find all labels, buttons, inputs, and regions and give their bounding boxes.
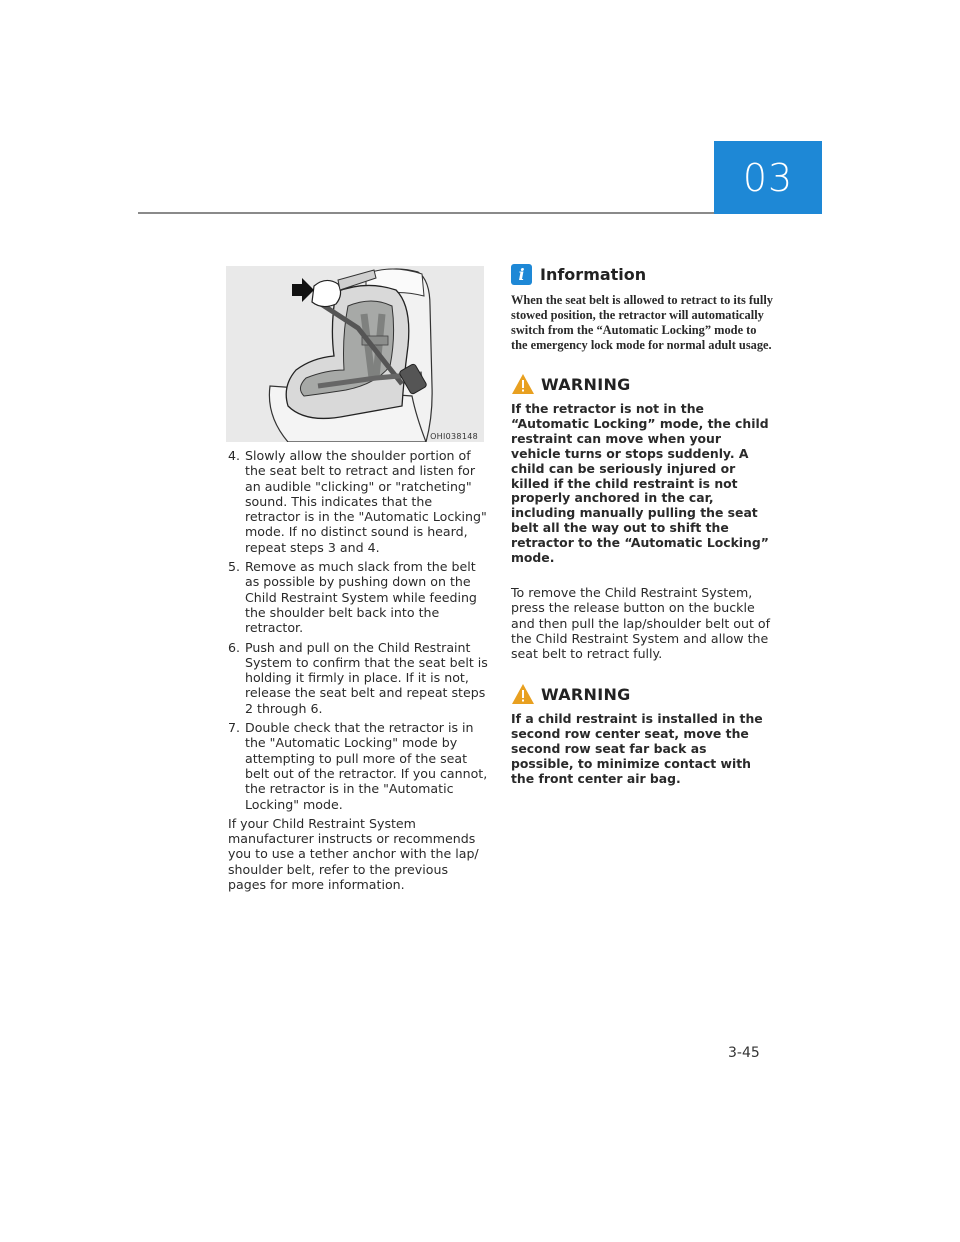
step-text: Remove as much slack from the belt as possible by pushing down on the Child Restraint System while feeding the shoulder belt back into the retractor.: [245, 559, 477, 636]
step-list: [228, 448, 490, 812]
step-number: 5.: [228, 559, 241, 575]
list-item: [228, 640, 490, 716]
page-number: 3-45: [728, 1045, 760, 1061]
warning-title: WARNING: [541, 684, 631, 704]
warning-title: WARNING: [541, 374, 631, 394]
chapter-tab: 03: [714, 141, 822, 214]
step-text: Double check that the retractor is in the "Automatic Locking" mode by attempting to pull more of the seat belt out of the retractor. If you cannot, the retractor is in the "Automatic Locking" mode.: [245, 720, 488, 812]
list-item: [228, 559, 490, 635]
step-text: Push and pull on the Child Restraint System to confirm that the seat belt is holding it firmly in place. If it is not, release the seat belt and repeat steps 2 through 6.: [245, 639, 488, 716]
list-item: [228, 448, 490, 555]
warning-header: [511, 681, 773, 707]
warning-icon: [511, 373, 535, 395]
step-text: Slowly allow the shoulder portion of the seat belt to retract and listen for an audible "clicking" or "ratcheting" sound. This indicates that the retractor is in the "Automatic Locking" mode. If no distinct sound is heard, repeat steps 3 and 4.: [245, 448, 487, 555]
child-seat-illustration: [226, 266, 484, 442]
removal-text: To remove the Child Restraint System, press the release button on the buckle and then pull the lap/shoulder belt out of the Child Restraint System and allow the seat belt to retract fully.: [511, 584, 771, 662]
tether-note: If your Child Restraint System manufacturer instructs or recommends you to use a tether anchor with the lap/ shoulder belt, refer to the previous pages for more information.: [228, 815, 479, 893]
information-text: When the seat belt is allowed to retract to its fully stowed position, the retractor will automatically switch from the “Automatic Locking” mode to the emergency lock mode for normal adult usage.: [511, 293, 774, 352]
warning-icon: [511, 683, 535, 705]
header-rule: [138, 212, 716, 214]
information-title: Information: [540, 264, 647, 284]
figure-code: OHI038148: [430, 432, 478, 441]
right-column: [511, 262, 773, 787]
step-number: 4.: [228, 448, 241, 463]
warning-text: If a child restraint is installed in the second row center seat, move the second row seat far back as possible, to minimize contact with the front center air bag.: [511, 711, 763, 787]
child-seat-drawing: [226, 266, 484, 442]
step-number: 6.: [228, 639, 241, 655]
warning-header: [511, 371, 773, 397]
warning-text: If the retractor is not in the “Automatic Locking” mode, the child restraint can move when your vehicle turns or stops suddenly. A child can be seriously injured or killed if the child restraint is not properly anchored in the car, including manually pulling the seat belt all the way out to shift the retractor to the “Automatic Locking” mode.: [511, 401, 769, 566]
information-header: [511, 262, 773, 286]
list-item: [228, 720, 490, 812]
step-number: 7.: [228, 720, 241, 736]
left-column: [228, 448, 490, 892]
info-icon: i: [511, 264, 532, 285]
